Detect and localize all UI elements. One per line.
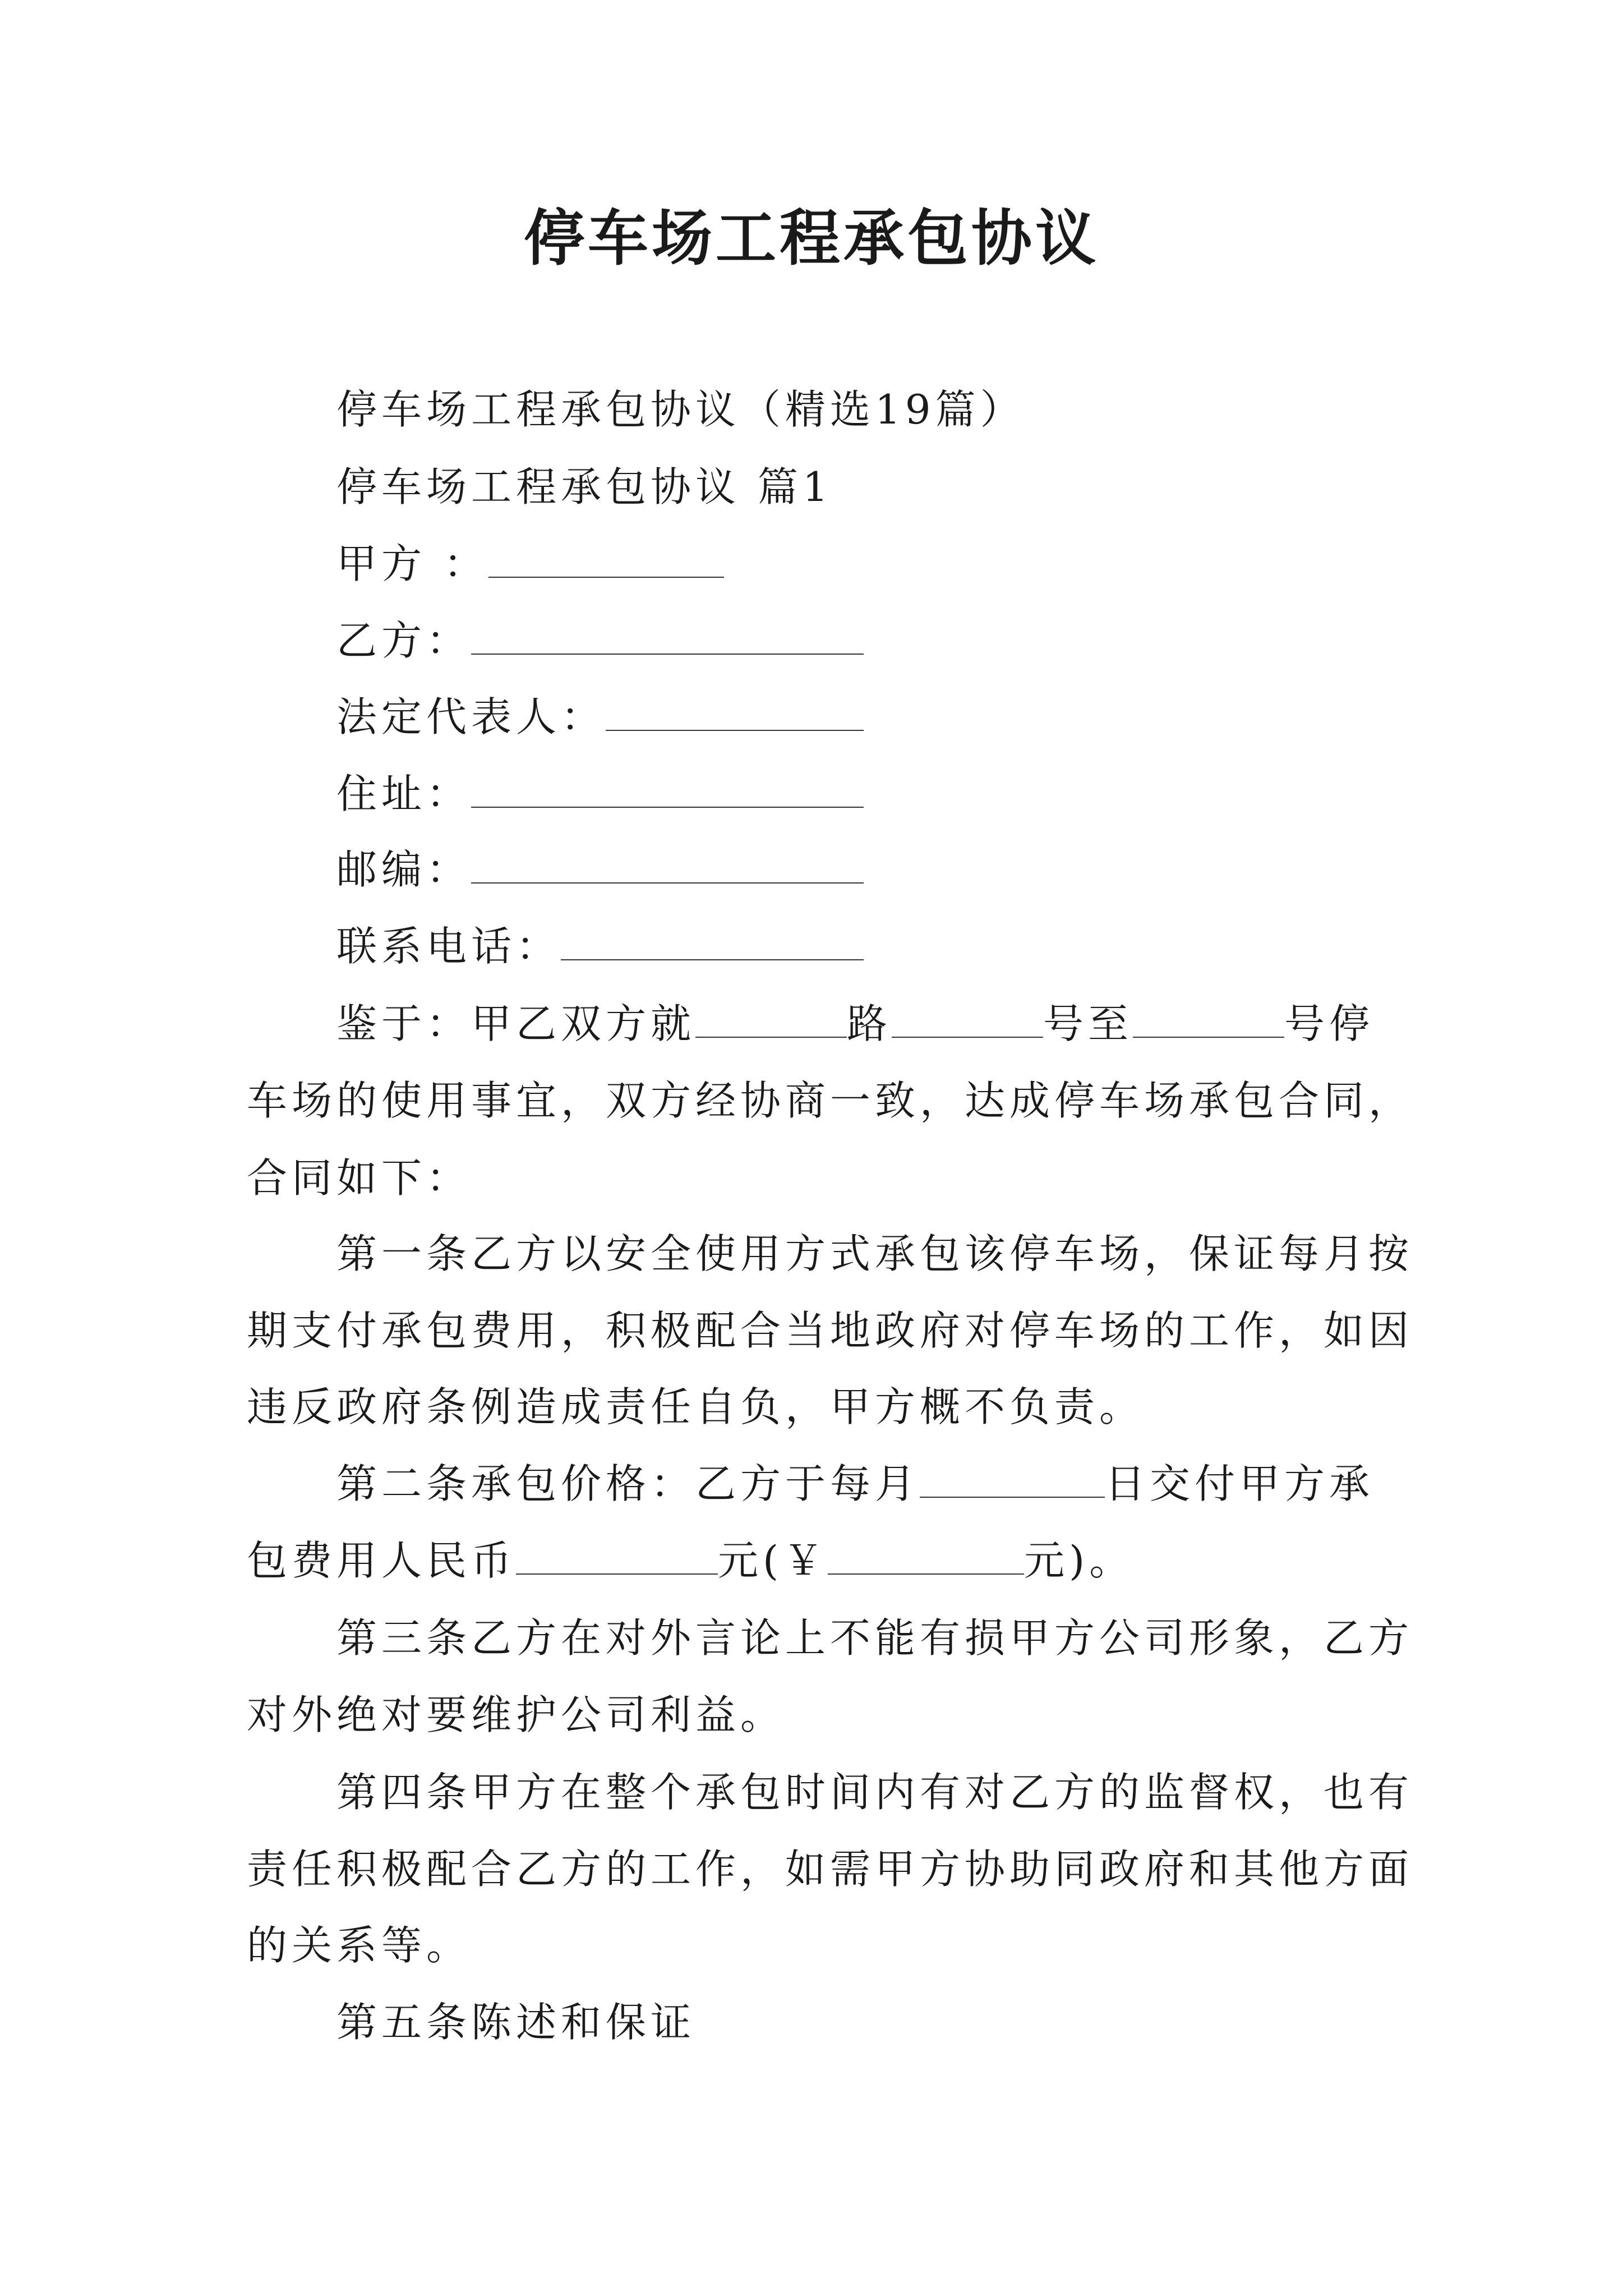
legal-rep-blank	[606, 695, 864, 731]
article-2-text-1: 第二条承包价格：乙方于每月	[336, 1460, 920, 1507]
article-2-text-3: 包费用人民币	[247, 1537, 517, 1584]
article-2-line-2	[247, 1533, 1385, 1589]
preamble-text-1: 鉴于：甲乙双方就	[336, 1000, 696, 1047]
legal-rep-label: 法定代表人：	[336, 693, 606, 740]
document-title: 停车场工程承包协议	[523, 203, 1099, 274]
party-a-blank	[488, 542, 724, 578]
article-1-line-1: 第一条乙方以安全使用方式承包该停车场，保证每月按	[336, 1230, 1414, 1277]
article-4-line-2: 责任积极配合乙方的工作，如需甲方协助同政府和其他方面	[247, 1846, 1414, 1893]
party-a-field	[336, 536, 1385, 592]
article-1-line-3: 违反政府条例造成责任自负，甲方概不负责。	[247, 1383, 1145, 1430]
amount-words-blank	[516, 1539, 718, 1575]
address-blank	[471, 772, 864, 808]
preamble-line-2: 车场的使用事宜，双方经协商一致，达成停车场承包合同，	[247, 1077, 1414, 1124]
party-b-blank	[471, 619, 864, 655]
number-from-blank	[892, 1002, 1043, 1038]
preamble-text-2: 路	[847, 1000, 892, 1047]
party-b-field	[336, 613, 1385, 669]
article-5-line-1: 第五条陈述和保证	[336, 1999, 696, 2046]
postcode-field	[336, 841, 1385, 898]
payment-day-blank	[920, 1462, 1105, 1498]
amount-figure-blank	[828, 1539, 1024, 1575]
preamble-text-3: 号至	[1043, 1000, 1133, 1047]
legal-rep-field	[336, 689, 1385, 745]
phone-blank	[561, 924, 864, 960]
number-to-blank	[1133, 1002, 1284, 1038]
phone-label: 联系电话：	[336, 923, 561, 970]
article-2-text-5: 元)。	[1024, 1537, 1135, 1584]
party-a-label: 甲方 ：	[336, 540, 488, 587]
preamble-line-3: 合同如下：	[247, 1154, 472, 1202]
party-b-label: 乙方：	[336, 617, 472, 664]
article-2-text-2: 日交付甲方承	[1105, 1460, 1375, 1507]
section-heading: 停车场工程承包协议 篇1	[336, 463, 833, 510]
road-blank	[695, 1002, 847, 1038]
address-label: 住址：	[336, 770, 472, 817]
phone-field	[336, 918, 1385, 974]
preamble-line-1	[336, 996, 1385, 1052]
article-2-text-4: 元(￥	[718, 1537, 828, 1584]
article-2-line-1	[336, 1456, 1385, 1512]
article-3-line-1: 第三条乙方在对外言论上不能有损甲方公司形象，乙方	[336, 1614, 1414, 1662]
article-4-line-3: 的关系等。	[247, 1922, 472, 1969]
postcode-blank	[471, 848, 864, 884]
address-field	[336, 766, 1385, 822]
article-4-line-1: 第四条甲方在整个承包时间内有对乙方的监督权，也有	[336, 1769, 1414, 1816]
article-3-line-2: 对外绝对要维护公司利益。	[247, 1691, 786, 1738]
document-subtitle: 停车场工程承包协议（精选19篇）	[336, 386, 1025, 433]
preamble-text-4: 号停	[1284, 1000, 1375, 1047]
postcode-label: 邮编：	[336, 846, 472, 893]
article-1-line-2: 期支付承包费用，积极配合当地政府对停车场的工作，如因	[247, 1307, 1414, 1354]
